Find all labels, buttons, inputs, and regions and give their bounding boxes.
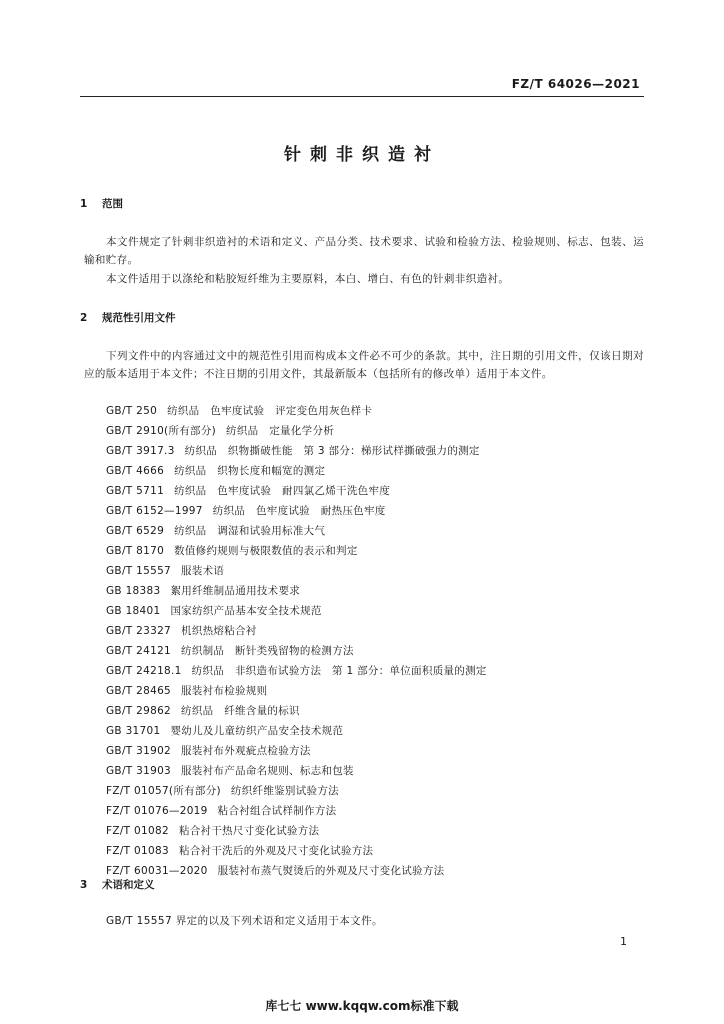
- reference-code: GB 31701: [106, 725, 161, 737]
- reference-code: GB/T 31903: [106, 765, 172, 777]
- reference-item: [106, 541, 646, 561]
- reference-title: 纺织品 色牢度试验 评定变色用灰色样卡: [167, 405, 373, 417]
- reference-item: [106, 441, 646, 461]
- reference-item: [106, 581, 646, 601]
- reference-item: [106, 461, 646, 481]
- section-title: 规范性引用文件: [102, 312, 176, 324]
- reference-title: 纺织品 非织造布试验方法 第 1 部分：单位面积质量的测定: [191, 665, 487, 677]
- reference-title: 国家纺织产品基本安全技术规范: [170, 605, 322, 617]
- reference-title: 服装衬布蒸气熨烫后的外观及尺寸变化试验方法: [217, 865, 445, 877]
- document-title: 针刺非织造衬: [284, 145, 440, 165]
- standard-code: FZ/T 64026—2021: [511, 77, 640, 91]
- section-1-paragraph-1: 本文件规定了针刺非织造衬的术语和定义、产品分类、技术要求、试验和检验方法、检验规则、标志、包装、运输和贮存。: [84, 236, 644, 266]
- reference-code: GB/T 2910(所有部分): [106, 425, 217, 437]
- reference-title: 纺织制品 断针类残留物的检测方法: [181, 645, 354, 657]
- reference-item: [106, 781, 646, 801]
- reference-title: 纺织品 织物长度和幅宽的测定: [174, 465, 326, 477]
- reference-code: GB/T 28465: [106, 685, 172, 697]
- page-number: 1: [620, 935, 627, 948]
- reference-code: GB/T 24121: [106, 645, 172, 657]
- reference-code: FZ/T 01057(所有部分): [106, 785, 221, 797]
- reference-item: [106, 621, 646, 641]
- reference-code: GB/T 15557: [106, 565, 172, 577]
- section-number: 3: [80, 879, 88, 891]
- reference-title: 数值修约规则与极限数值的表示和判定: [174, 545, 358, 557]
- reference-item: [106, 861, 646, 881]
- reference-title: 絮用纤维制品通用技术要求: [170, 585, 301, 597]
- reference-code: GB/T 29862: [106, 705, 172, 717]
- reference-title: 服装衬布检验规则: [181, 685, 268, 697]
- reference-code: GB/T 31902: [106, 745, 172, 757]
- reference-code: FZ/T 60031—2020: [106, 865, 208, 877]
- reference-item: [106, 841, 646, 861]
- reference-item: [106, 501, 646, 521]
- section-2-paragraph: 下列文件中的内容通过文中的规范性引用而构成本文件必不可少的条款。其中，注日期的引用文件，仅该日期对应的版本适用于本文件；不注日期的引用文件，其最新版本（包括所有的修改单）适用于本文件。: [84, 350, 644, 380]
- reference-item: [106, 401, 646, 421]
- reference-title: 粘合衬干热尺寸变化试验方法: [178, 825, 320, 837]
- section-3-heading: [80, 877, 155, 892]
- reference-code: GB/T 23327: [106, 625, 172, 637]
- reference-code: GB/T 6529: [106, 525, 165, 537]
- reference-code: FZ/T 01083: [106, 845, 169, 857]
- reference-item: [106, 721, 646, 741]
- reference-code: GB/T 5711: [106, 485, 165, 497]
- reference-title: 服装衬布外观疵点检验方法: [181, 745, 311, 757]
- reference-item: [106, 601, 646, 621]
- reference-code: GB/T 24218.1: [106, 665, 182, 677]
- reference-title: 纺织品 纤维含量的标识: [181, 705, 300, 717]
- reference-code: GB 18383: [106, 585, 161, 597]
- reference-item: [106, 561, 646, 581]
- section-title: 范围: [102, 198, 123, 210]
- reference-title: 婴幼儿及儿童纺织产品安全技术规范: [170, 725, 344, 737]
- reference-title: 服装术语: [181, 565, 225, 577]
- reference-code: GB/T 4666: [106, 465, 165, 477]
- section-1-heading: [80, 196, 123, 211]
- footer-watermark: 库七七 www.kqqw.com标准下载: [265, 999, 459, 1013]
- normative-references-list: [106, 401, 646, 881]
- reference-item: [106, 761, 646, 781]
- section-title: 术语和定义: [102, 879, 155, 891]
- reference-title: 纺织品 定量化学分析: [226, 425, 335, 437]
- reference-code: GB/T 3917.3: [106, 445, 175, 457]
- reference-code: FZ/T 01076—2019: [106, 805, 208, 817]
- reference-item: [106, 741, 646, 761]
- reference-title: 纺织品 织物撕破性能 第 3 部分：梯形试样撕破强力的测定: [184, 445, 480, 457]
- reference-title: 纺织品 色牢度试验 耐四氯乙烯干洗色牢度: [174, 485, 391, 497]
- reference-code: GB/T 250: [106, 405, 158, 417]
- reference-code: FZ/T 01082: [106, 825, 169, 837]
- section-number: 2: [80, 312, 88, 324]
- reference-item: [106, 801, 646, 821]
- section-1-paragraph-2: 本文件适用于以涤纶和粘胶短纤维为主要原料，本白、增白、有色的针刺非织造衬。: [106, 273, 510, 285]
- header-rule: [80, 96, 644, 97]
- reference-title: 粘合衬干洗后的外观及尺寸变化试验方法: [178, 845, 374, 857]
- reference-item: [106, 661, 646, 681]
- reference-title: 机织热熔粘合衬: [181, 625, 257, 637]
- reference-item: [106, 421, 646, 441]
- reference-title: 纺织品 调湿和试验用标准大气: [174, 525, 326, 537]
- reference-title: 服装衬布产品命名规则、标志和包装: [181, 765, 354, 777]
- reference-title: 纺织纤维鉴别试验方法: [230, 785, 339, 797]
- reference-code: GB/T 8170: [106, 545, 165, 557]
- reference-title: 纺织品 色牢度试验 耐热压色牢度: [212, 505, 386, 517]
- section-3-paragraph: GB/T 15557 界定的以及下列术语和定义适用于本文件。: [106, 915, 383, 927]
- reference-code: GB/T 6152—1997: [106, 505, 203, 517]
- reference-item: [106, 481, 646, 501]
- reference-item: [106, 681, 646, 701]
- reference-code: GB 18401: [106, 605, 161, 617]
- reference-item: [106, 641, 646, 661]
- reference-item: [106, 701, 646, 721]
- reference-title: 粘合衬组合试样制作方法: [217, 805, 337, 817]
- section-2-heading: [80, 310, 176, 325]
- section-number: 1: [80, 198, 88, 210]
- reference-item: [106, 521, 646, 541]
- reference-item: [106, 821, 646, 841]
